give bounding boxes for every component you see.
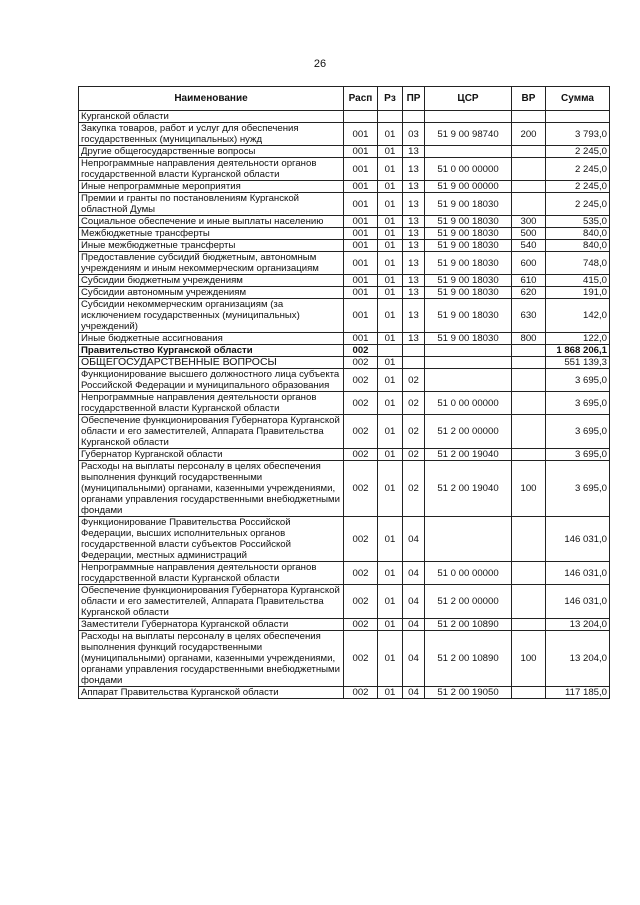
cell-rasp: 001	[344, 240, 378, 252]
table-row	[79, 275, 610, 287]
cell-rasp: 001	[344, 146, 378, 158]
cell-sum: 2 245,0	[546, 146, 610, 158]
page-number: 26	[313, 58, 327, 70]
cell-rz: 01	[378, 585, 403, 619]
cell-csr	[425, 146, 512, 158]
cell-csr	[425, 369, 512, 392]
table-row	[79, 562, 610, 585]
cell-pr: 02	[403, 369, 425, 392]
cell-pr: 04	[403, 562, 425, 585]
cell-vr	[512, 517, 546, 562]
cell-rz: 01	[378, 357, 403, 369]
cell-name: Аппарат Правительства Курганской области	[79, 687, 344, 699]
cell-name: Субсидии автономным учреждениям	[79, 287, 344, 299]
table-body	[79, 111, 610, 699]
table-row	[79, 158, 610, 181]
cell-pr: 13	[403, 228, 425, 240]
cell-name: Обеспечение функционирования Губернатора Курганской области и его заместителей, Аппарата Правительства Курганской области	[79, 585, 344, 619]
cell-rasp: 002	[344, 461, 378, 517]
cell-vr	[512, 158, 546, 181]
cell-rasp: 001	[344, 287, 378, 299]
cell-vr	[512, 146, 546, 158]
cell-name: Непрограммные направления деятельности органов государственной власти Курганской области	[79, 562, 344, 585]
cell-vr: 620	[512, 287, 546, 299]
table-row	[79, 287, 610, 299]
cell-pr: 13	[403, 299, 425, 333]
cell-pr: 13	[403, 158, 425, 181]
cell-sum: 2 245,0	[546, 158, 610, 181]
cell-csr: 51 9 00 18030	[425, 193, 512, 216]
table-row	[79, 449, 610, 461]
cell-sum: 3 695,0	[546, 449, 610, 461]
cell-name: Функционирование Правительства Российской Федерации, высших исполнительных органов государственной власти субъектов Российской Федерации, местных администраций	[79, 517, 344, 562]
cell-sum: 3 695,0	[546, 392, 610, 415]
cell-vr: 540	[512, 240, 546, 252]
header-rz: Рз	[378, 87, 403, 111]
cell-vr	[512, 392, 546, 415]
cell-rasp: 001	[344, 216, 378, 228]
cell-csr	[425, 357, 512, 369]
table-row	[79, 193, 610, 216]
cell-rz: 01	[378, 181, 403, 193]
cell-sum: 3 695,0	[546, 461, 610, 517]
cell-pr: 02	[403, 461, 425, 517]
cell-csr	[425, 345, 512, 357]
cell-csr: 51 0 00 00000	[425, 562, 512, 585]
cell-csr: 51 0 00 00000	[425, 158, 512, 181]
cell-rasp: 001	[344, 123, 378, 146]
cell-pr: 13	[403, 252, 425, 275]
cell-rz: 01	[378, 158, 403, 181]
table-row	[79, 585, 610, 619]
cell-csr: 51 9 00 18030	[425, 240, 512, 252]
cell-rasp: 002	[344, 619, 378, 631]
cell-vr: 100	[512, 631, 546, 687]
cell-name: Иные межбюджетные трансферты	[79, 240, 344, 252]
table-row	[79, 333, 610, 345]
cell-sum	[546, 111, 610, 123]
cell-name: Предоставление субсидий бюджетным, автономным учреждениям и иным некоммерческим организациям	[79, 252, 344, 275]
cell-csr: 51 9 00 18030	[425, 252, 512, 275]
header-vr: ВР	[512, 87, 546, 111]
cell-csr: 51 2 00 00000	[425, 585, 512, 619]
cell-pr: 04	[403, 619, 425, 631]
cell-csr	[425, 111, 512, 123]
cell-name: Социальное обеспечение и иные выплаты населению	[79, 216, 344, 228]
cell-rz: 01	[378, 252, 403, 275]
cell-vr	[512, 193, 546, 216]
table-row	[79, 252, 610, 275]
table-row	[79, 299, 610, 333]
cell-pr: 04	[403, 687, 425, 699]
cell-pr: 13	[403, 287, 425, 299]
cell-rz: 01	[378, 299, 403, 333]
cell-vr	[512, 369, 546, 392]
cell-rasp: 001	[344, 181, 378, 193]
cell-vr: 630	[512, 299, 546, 333]
table-row	[79, 111, 610, 123]
cell-sum: 13 204,0	[546, 631, 610, 687]
cell-name: Иные непрограммные мероприятия	[79, 181, 344, 193]
cell-csr: 51 9 00 98740	[425, 123, 512, 146]
cell-rz: 01	[378, 619, 403, 631]
cell-name: Функционирование высшего должностного лица субъекта Российской Федерации и муниципального образования	[79, 369, 344, 392]
cell-pr: 13	[403, 275, 425, 287]
cell-rasp: 001	[344, 252, 378, 275]
cell-name: Расходы на выплаты персоналу в целях обеспечения выполнения функций государственными (муниципальными) органами, казенными учреждениями, органами управления государственными внебюджетными фондами	[79, 631, 344, 687]
cell-pr: 13	[403, 181, 425, 193]
table-row	[79, 415, 610, 449]
table-row	[79, 240, 610, 252]
budget-table	[78, 86, 610, 699]
cell-vr	[512, 357, 546, 369]
cell-rasp: 002	[344, 345, 378, 357]
table-row	[79, 357, 610, 369]
cell-rz	[378, 345, 403, 357]
cell-vr: 610	[512, 275, 546, 287]
cell-csr: 51 9 00 00000	[425, 181, 512, 193]
header-sum: Сумма	[546, 87, 610, 111]
cell-sum: 3 695,0	[546, 369, 610, 392]
cell-vr: 600	[512, 252, 546, 275]
cell-name: Курганской области	[79, 111, 344, 123]
header-rasp: Расп	[344, 87, 378, 111]
cell-name: ОБЩЕГОСУДАРСТВЕННЫЕ ВОПРОСЫ	[79, 357, 344, 369]
cell-name: Правительство Курганской области	[79, 345, 344, 357]
table-row	[79, 392, 610, 415]
cell-rz: 01	[378, 146, 403, 158]
cell-rz: 01	[378, 275, 403, 287]
cell-vr	[512, 687, 546, 699]
cell-name: Иные бюджетные ассигнования	[79, 333, 344, 345]
cell-rasp: 001	[344, 333, 378, 345]
cell-sum: 13 204,0	[546, 619, 610, 631]
cell-rasp: 002	[344, 517, 378, 562]
cell-pr: 02	[403, 392, 425, 415]
cell-rasp: 002	[344, 585, 378, 619]
table-row	[79, 228, 610, 240]
cell-pr: 04	[403, 631, 425, 687]
cell-rz: 01	[378, 216, 403, 228]
cell-sum: 840,0	[546, 228, 610, 240]
table-row	[79, 369, 610, 392]
cell-rz: 01	[378, 369, 403, 392]
cell-csr: 51 2 00 19040	[425, 449, 512, 461]
cell-rasp: 001	[344, 228, 378, 240]
table-row	[79, 461, 610, 517]
cell-rz: 01	[378, 333, 403, 345]
cell-vr	[512, 619, 546, 631]
cell-pr: 02	[403, 415, 425, 449]
cell-vr: 300	[512, 216, 546, 228]
cell-vr: 200	[512, 123, 546, 146]
cell-name: Премии и гранты по постановлениям Курганской областной Думы	[79, 193, 344, 216]
table-row	[79, 181, 610, 193]
cell-rasp: 002	[344, 562, 378, 585]
cell-sum: 2 245,0	[546, 193, 610, 216]
cell-vr	[512, 181, 546, 193]
cell-sum: 3 793,0	[546, 123, 610, 146]
cell-pr: 03	[403, 123, 425, 146]
cell-name: Обеспечение функционирования Губернатора Курганской области и его заместителей, Аппарата Правительства Курганской области	[79, 415, 344, 449]
table-row	[79, 619, 610, 631]
cell-pr: 13	[403, 193, 425, 216]
cell-vr	[512, 585, 546, 619]
cell-csr: 51 9 00 18030	[425, 333, 512, 345]
cell-rasp	[344, 111, 378, 123]
cell-vr	[512, 449, 546, 461]
cell-rasp: 002	[344, 369, 378, 392]
cell-rasp: 001	[344, 299, 378, 333]
cell-csr: 51 9 00 18030	[425, 228, 512, 240]
cell-pr: 13	[403, 240, 425, 252]
cell-pr: 13	[403, 146, 425, 158]
cell-rz: 01	[378, 517, 403, 562]
cell-sum: 2 245,0	[546, 181, 610, 193]
cell-sum: 117 185,0	[546, 687, 610, 699]
table-row	[79, 345, 610, 357]
cell-vr	[512, 415, 546, 449]
table-row	[79, 687, 610, 699]
cell-sum: 3 695,0	[546, 415, 610, 449]
cell-sum: 122,0	[546, 333, 610, 345]
header-name: Наименование	[79, 87, 344, 111]
cell-pr	[403, 111, 425, 123]
cell-pr	[403, 345, 425, 357]
cell-rz: 01	[378, 392, 403, 415]
cell-csr: 51 2 00 19040	[425, 461, 512, 517]
cell-sum: 146 031,0	[546, 562, 610, 585]
cell-csr: 51 2 00 00000	[425, 415, 512, 449]
table-row	[79, 631, 610, 687]
cell-rz: 01	[378, 193, 403, 216]
cell-sum: 415,0	[546, 275, 610, 287]
cell-sum: 840,0	[546, 240, 610, 252]
cell-vr	[512, 345, 546, 357]
cell-csr: 51 9 00 18030	[425, 287, 512, 299]
cell-rz: 01	[378, 687, 403, 699]
cell-rz: 01	[378, 415, 403, 449]
cell-csr	[425, 517, 512, 562]
cell-vr: 100	[512, 461, 546, 517]
cell-rasp: 001	[344, 193, 378, 216]
cell-sum: 1 868 206,1	[546, 345, 610, 357]
header-pr: ПР	[403, 87, 425, 111]
cell-name: Расходы на выплаты персоналу в целях обеспечения выполнения функций государственными (муниципальными) органами, казенными учреждениями, органами управления государственными внебюджетными фондами	[79, 461, 344, 517]
cell-pr	[403, 357, 425, 369]
cell-vr: 500	[512, 228, 546, 240]
cell-csr: 51 9 00 18030	[425, 299, 512, 333]
cell-rasp: 002	[344, 449, 378, 461]
cell-rz: 01	[378, 287, 403, 299]
cell-rz: 01	[378, 449, 403, 461]
cell-name: Губернатор Курганской области	[79, 449, 344, 461]
cell-pr: 02	[403, 449, 425, 461]
cell-rasp: 001	[344, 158, 378, 181]
cell-name: Непрограммные направления деятельности органов государственной власти Курганской области	[79, 392, 344, 415]
cell-csr: 51 0 00 00000	[425, 392, 512, 415]
cell-rasp: 002	[344, 631, 378, 687]
cell-csr: 51 2 00 10890	[425, 619, 512, 631]
cell-vr: 800	[512, 333, 546, 345]
cell-rasp: 002	[344, 687, 378, 699]
cell-name: Субсидии некоммерческим организациям (за исключением государственных (муниципальных) учреждений)	[79, 299, 344, 333]
cell-rasp: 001	[344, 275, 378, 287]
cell-sum: 535,0	[546, 216, 610, 228]
table-row	[79, 216, 610, 228]
cell-name: Непрограммные направления деятельности органов государственной власти Курганской области	[79, 158, 344, 181]
cell-csr: 51 9 00 18030	[425, 216, 512, 228]
cell-vr	[512, 562, 546, 585]
cell-rasp: 002	[344, 357, 378, 369]
cell-csr: 51 9 00 18030	[425, 275, 512, 287]
cell-rz	[378, 111, 403, 123]
cell-name: Закупка товаров, работ и услуг для обеспечения государственных (муниципальных) нужд	[79, 123, 344, 146]
cell-sum: 142,0	[546, 299, 610, 333]
cell-rz: 01	[378, 461, 403, 517]
cell-name: Субсидии бюджетным учреждениям	[79, 275, 344, 287]
cell-name: Заместители Губернатора Курганской области	[79, 619, 344, 631]
cell-rz: 01	[378, 228, 403, 240]
header-csr: ЦСР	[425, 87, 512, 111]
cell-pr: 13	[403, 333, 425, 345]
table-header-row	[79, 87, 610, 111]
cell-name: Межбюджетные трансферты	[79, 228, 344, 240]
cell-vr	[512, 111, 546, 123]
cell-rz: 01	[378, 123, 403, 146]
cell-pr: 13	[403, 216, 425, 228]
table-row	[79, 517, 610, 562]
cell-sum: 748,0	[546, 252, 610, 275]
cell-rasp: 002	[344, 415, 378, 449]
cell-sum: 191,0	[546, 287, 610, 299]
cell-name: Другие общегосударственные вопросы	[79, 146, 344, 158]
cell-sum: 146 031,0	[546, 517, 610, 562]
cell-pr: 04	[403, 517, 425, 562]
cell-sum: 146 031,0	[546, 585, 610, 619]
table-row	[79, 123, 610, 146]
table-row	[79, 146, 610, 158]
cell-sum: 551 139,3	[546, 357, 610, 369]
cell-csr: 51 2 00 19050	[425, 687, 512, 699]
cell-rz: 01	[378, 631, 403, 687]
cell-rz: 01	[378, 562, 403, 585]
cell-csr: 51 2 00 10890	[425, 631, 512, 687]
cell-rz: 01	[378, 240, 403, 252]
cell-pr: 04	[403, 585, 425, 619]
cell-rasp: 002	[344, 392, 378, 415]
